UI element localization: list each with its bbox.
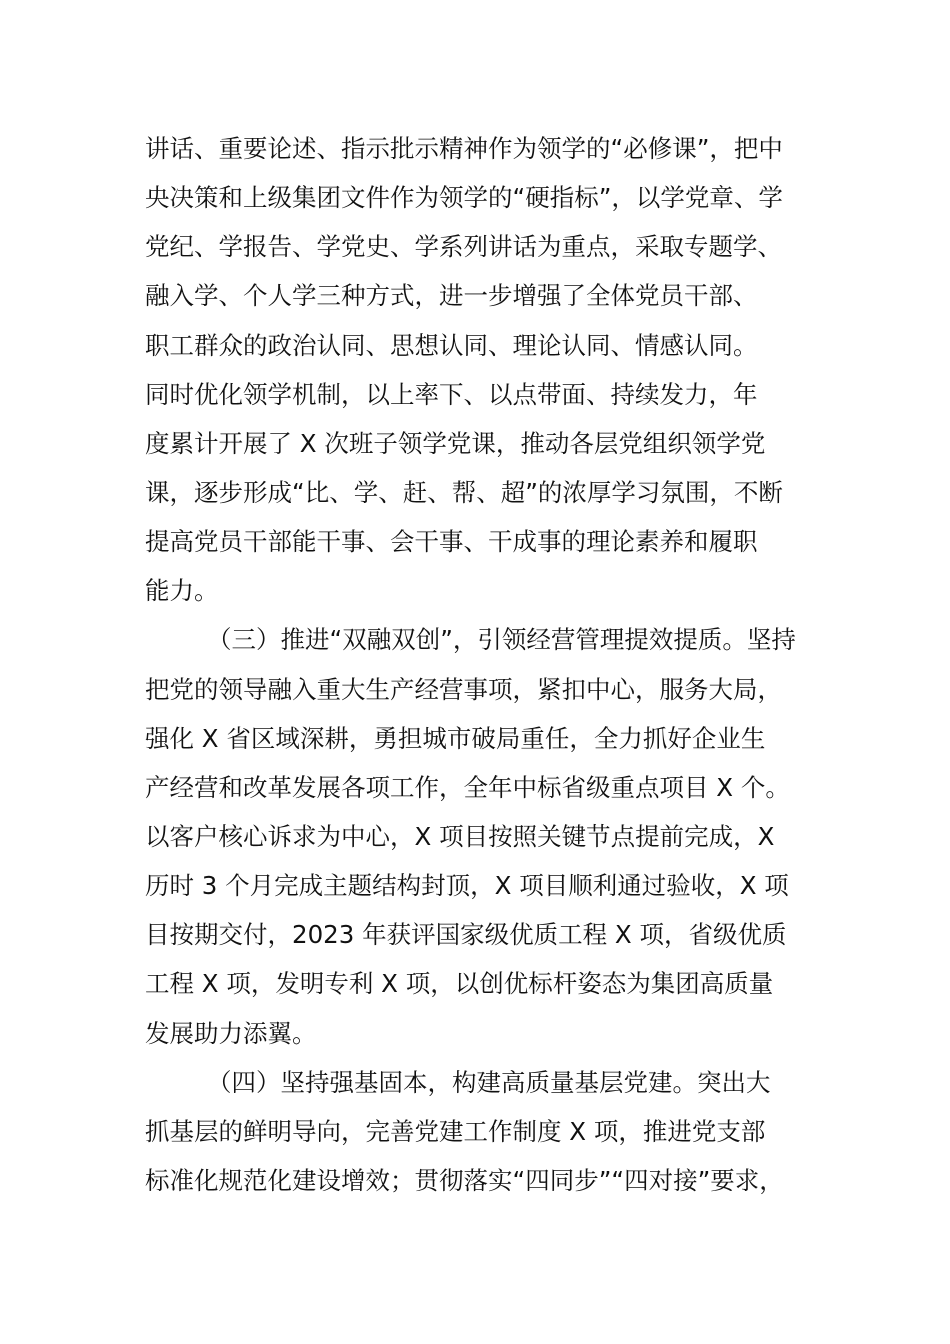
text-line: 产经营和改革发展各项工作，全年中标省级重点项目 X 个。: [145, 772, 790, 802]
text-line: （四）坚持强基固本，构建高质量基层党建。突出大: [207, 1067, 771, 1097]
text-line: 标准化规范化建设增效；贯彻落实“四同步”“四对接”要求，: [145, 1165, 784, 1195]
text-line: 目按期交付，2023 年获评国家级优质工程 X 项，省级优质: [145, 920, 787, 950]
text-line: 度累计开展了 X 次班子领学党课，推动各层党组织领学党: [145, 428, 766, 458]
text-line: （三）推进“双融双创”，引领经营管理提效提质。坚持: [207, 625, 796, 655]
text-line: 发展助力添翼。: [145, 1018, 317, 1048]
text-line: 职工群众的政治认同、思想认同、理论认同、情感认同。: [145, 330, 758, 360]
text-line: 提高党员干部能干事、会干事、干成事的理论素养和履职: [145, 527, 758, 557]
text-line: 工程 X 项，发明专利 X 项，以创优标杆姿态为集团高质量: [145, 969, 774, 999]
text-line: 抓基层的鲜明导向，完善党建工作制度 X 项，推进党支部: [145, 1116, 766, 1146]
paragraph-1: [145, 124, 810, 615]
text-line: 以客户核心诉求为中心，X 项目按照关键节点提前完成，X: [145, 821, 775, 851]
text-line: 能力。: [145, 576, 219, 606]
text-line: 党纪、学报告、学党史、学系列讲话为重点，采取专题学、: [145, 232, 782, 262]
text-line: 央决策和上级集团文件作为领学的“硬指标”，以学党章、学: [145, 183, 783, 213]
body-text: [145, 124, 810, 1205]
paragraph-3: [145, 1058, 810, 1205]
paragraph-2: [145, 615, 810, 1057]
text-line: 课，逐步形成“比、学、赶、帮、超”的浓厚学习氛围，不断: [145, 477, 783, 507]
text-line: 强化 X 省区域深耕，勇担城市破局重任，全力抓好企业生: [145, 723, 766, 753]
text-line: 把党的领导融入重大生产经营事项，紧扣中心，服务大局，: [145, 674, 782, 704]
text-line: 同时优化领学机制，以上率下、以点带面、持续发力，年: [145, 379, 758, 409]
text-line: 历时 3 个月完成主题结构封顶，X 项目顺利通过验收，X 项: [145, 871, 789, 901]
text-line: 讲话、重要论述、指示批示精神作为领学的“必修课”，把中: [145, 134, 783, 163]
text-line: 融入学、个人学三种方式，进一步增强了全体党员干部、: [145, 281, 758, 311]
